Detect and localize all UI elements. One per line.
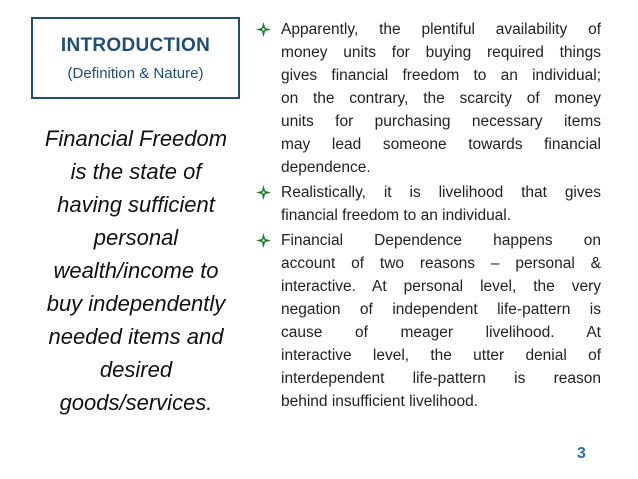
bullet-line: interactive. At personal level, the very xyxy=(281,278,601,295)
diamond-bullet-icon xyxy=(255,229,271,252)
bullet-line: Realistically, it is livelihood that gives xyxy=(281,184,601,201)
definition-line: buy independently xyxy=(46,291,226,316)
bullet-line: gives financial freedom to an individual; xyxy=(281,67,601,84)
bullet-item xyxy=(255,18,601,179)
bullet-line: money units for buying required things xyxy=(281,44,601,61)
bullet-line: account of two reasons – personal & xyxy=(281,255,601,272)
definition-line: is the state of xyxy=(70,159,202,184)
bullet-line: may lead someone towards financial xyxy=(281,136,601,153)
slide-title: INTRODUCTION xyxy=(60,35,211,56)
definition-line: desired xyxy=(99,357,173,382)
page-number: 3 xyxy=(577,445,586,462)
bullet-line: Apparently, the plentiful availability of xyxy=(281,21,601,38)
diamond-bullet-icon xyxy=(255,18,271,41)
definition-line: goods/services. xyxy=(59,390,213,415)
title-box xyxy=(31,17,240,99)
diamond-bullet-icon xyxy=(255,181,271,204)
definition-line: Financial Freedom xyxy=(44,126,228,151)
bullet-line: dependence. xyxy=(281,159,371,176)
bullet-line: interactive level, the utter denial of xyxy=(281,347,601,364)
bullet-line: cause of meager livelihood. At xyxy=(281,324,601,341)
bullet-line: units for purchasing necessary items xyxy=(281,113,601,130)
bullet-line: interdependent life-pattern is reason xyxy=(281,370,601,387)
slide-subtitle: (Definition & Nature) xyxy=(67,65,204,82)
bullet-line: on the contrary, the scarcity of money xyxy=(281,90,601,107)
bullet-line: negation of independent life-pattern is xyxy=(281,301,601,318)
bullet-list xyxy=(255,18,601,415)
bullet-item xyxy=(255,229,601,413)
bullet-line: financial freedom to an individual. xyxy=(281,207,512,224)
definition-line: needed items and xyxy=(48,324,224,349)
definition-line: having sufficient xyxy=(57,192,215,217)
bullet-line: Financial Dependence happens on xyxy=(281,232,601,249)
definition-text xyxy=(28,122,244,419)
bullet-line: behind insufficient livelihood. xyxy=(281,393,479,410)
definition-line: personal xyxy=(93,225,179,250)
bullet-item xyxy=(255,181,601,227)
definition-line: wealth/income to xyxy=(53,258,219,283)
